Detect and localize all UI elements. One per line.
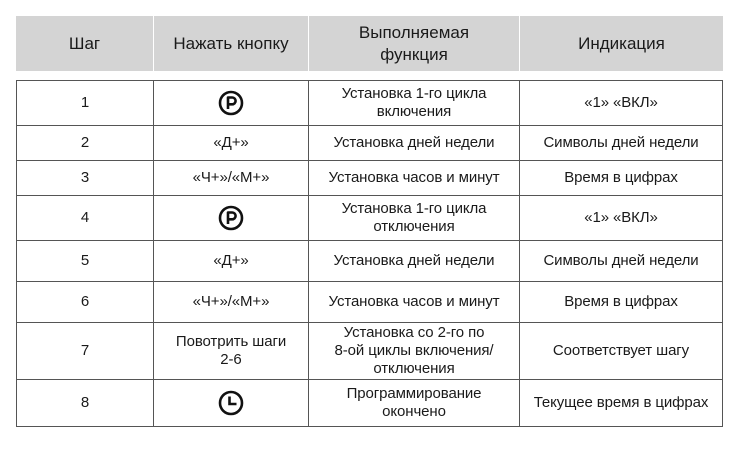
- cell-step: 6: [16, 282, 154, 323]
- p-button-icon: [218, 205, 244, 231]
- header-indication: Индикация: [520, 16, 723, 71]
- cell-function: Установка часов и минут: [309, 282, 520, 323]
- cell-button: «Д+»: [154, 241, 309, 282]
- cell-button: [154, 380, 309, 427]
- cell-function: [309, 323, 520, 380]
- header-function-line1: Выполняемая: [358, 22, 470, 42]
- cell-function-line1: Установка 1-го цикла: [341, 85, 487, 102]
- cell-button-line2: 2-6: [220, 351, 242, 368]
- cell-button: «Ч+»/«М+»: [154, 282, 309, 323]
- cell-function: [309, 380, 520, 427]
- cell-function: [309, 80, 520, 126]
- cell-function-line1: Установка со 2-го по: [343, 324, 485, 341]
- table-row: [16, 196, 723, 241]
- programming-steps-table: [16, 16, 723, 427]
- cell-button: «Д+»: [154, 126, 309, 161]
- cell-button: «Ч+»/«М+»: [154, 161, 309, 196]
- cell-step: 3: [16, 161, 154, 196]
- header-function-line2: функция: [380, 44, 448, 64]
- table-row: [16, 380, 723, 427]
- cell-function: [309, 196, 520, 241]
- header-row: [16, 16, 723, 71]
- table-row: [16, 282, 723, 323]
- header-function: [309, 16, 520, 71]
- cell-function-line2: 8-ой циклы включения/: [334, 342, 494, 359]
- table-row: [16, 161, 723, 196]
- cell-function: Установка часов и минут: [309, 161, 520, 196]
- cell-function-line3: отключения: [373, 360, 455, 377]
- clock-button-icon: [218, 390, 244, 416]
- cell-step: 8: [16, 380, 154, 427]
- table-row: [16, 323, 723, 380]
- header-button: Нажать кнопку: [154, 16, 309, 71]
- cell-step: 5: [16, 241, 154, 282]
- p-button-icon: [218, 90, 244, 116]
- cell-step: 7: [16, 323, 154, 380]
- cell-function-line1: Установка 1-го цикла: [341, 200, 487, 217]
- cell-function-line1: Программирование: [346, 385, 482, 402]
- cell-function: Установка дней недели: [309, 241, 520, 282]
- table-row: [16, 241, 723, 282]
- cell-indication: «1» «ВКЛ»: [520, 196, 723, 241]
- cell-function-line2: отключения: [373, 218, 455, 235]
- cell-button: [154, 80, 309, 126]
- cell-button: [154, 196, 309, 241]
- programming-steps-table-container: [16, 16, 723, 427]
- table-row: [16, 80, 723, 126]
- cell-indication: «1» «ВКЛ»: [520, 80, 723, 126]
- table-row: [16, 126, 723, 161]
- cell-indication: Символы дней недели: [520, 241, 723, 282]
- cell-indication: Время в цифрах: [520, 161, 723, 196]
- cell-function-line2: окончено: [382, 403, 446, 420]
- cell-step: 2: [16, 126, 154, 161]
- cell-step: 4: [16, 196, 154, 241]
- header-step: Шаг: [16, 16, 154, 71]
- cell-function: Установка дней недели: [309, 126, 520, 161]
- cell-indication: Соответствует шагу: [520, 323, 723, 380]
- cell-indication: Текущее время в цифрах: [520, 380, 723, 427]
- cell-function-line2: включения: [376, 103, 452, 120]
- cell-indication: Время в цифрах: [520, 282, 723, 323]
- cell-indication: Символы дней недели: [520, 126, 723, 161]
- cell-step: 1: [16, 80, 154, 126]
- cell-button: [154, 323, 309, 380]
- cell-button-line1: Повотрить шаги: [175, 333, 287, 350]
